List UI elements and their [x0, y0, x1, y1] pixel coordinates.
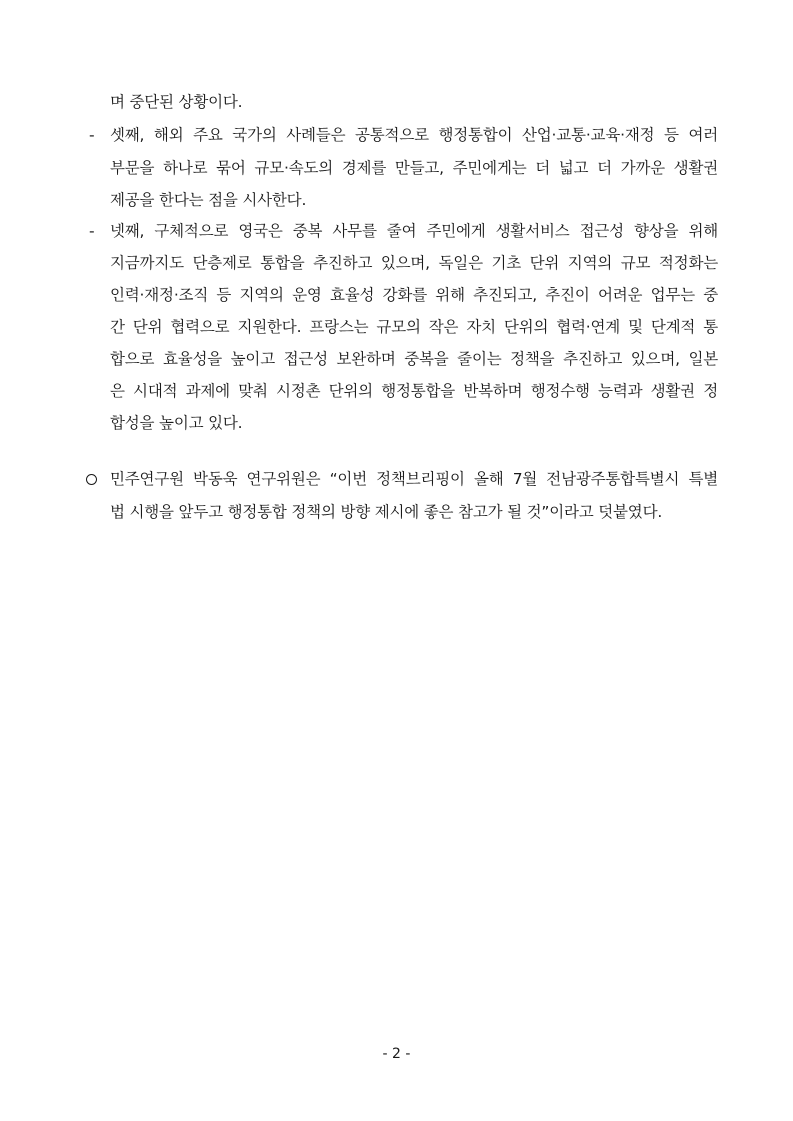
page-number: - 2 -: [382, 1046, 411, 1062]
paragraph-line: 합으로 효율성을 높이고 접근성 보완하며 중복을 줄이는 정책을 추진하고 있으며, 일본: [110, 350, 718, 368]
paragraph-line: 제공을 한다는 점을 시사한다.: [110, 191, 307, 209]
circle-bullet-icon: [86, 474, 97, 485]
paragraph-line: 합성을 높이고 있다.: [110, 414, 243, 432]
paragraph-line: 인력·재정·조직 등 지역의 운영 효율성 강화를 위해 추진되고, 추진이 어려운 업무는 중: [110, 286, 718, 304]
paragraph-line: 간 단위 협력으로 지원한다. 프랑스는 규모의 작은 자치 단위의 협력·연계 및 단계적 통: [110, 318, 718, 336]
dash-bullet: -: [89, 222, 95, 240]
paragraph-line: 부문을 하나로 묶어 규모·속도의 경제를 만들고, 주민에게는 더 넓고 더 가까운 생활권: [110, 159, 718, 177]
paragraph-line: 며 중단된 상황이다.: [110, 93, 243, 111]
paragraph-line: 은 시대적 과제에 맞춰 시정촌 단위의 행정통합을 반복하며 행정수행 능력과 생활권 정: [110, 382, 718, 400]
paragraph-line: 셋째, 해외 주요 국가의 사례들은 공통적으로 행정통합이 산업·교통·교육·재정 등 여러: [110, 126, 718, 144]
dash-bullet: -: [89, 126, 95, 144]
paragraph-line: 넷째, 구체적으로 영국은 중복 사무를 줄여 주민에게 생활서비스 접근성 향상을 위해: [110, 222, 718, 240]
paragraph-line: 지금까지도 단층제로 통합을 추진하고 있으며, 독일은 기초 단위 지역의 규모 적정화는: [110, 254, 718, 272]
paragraph-line: 민주연구원 박동욱 연구위원은 “이번 정책브리핑이 올해 7월 전남광주통합특별시 특별: [110, 470, 718, 488]
paragraph-line: 법 시행을 앞두고 행정통합 정책의 방향 제시에 좋은 참고가 될 것”이라고 덧붙였다.: [110, 503, 663, 521]
